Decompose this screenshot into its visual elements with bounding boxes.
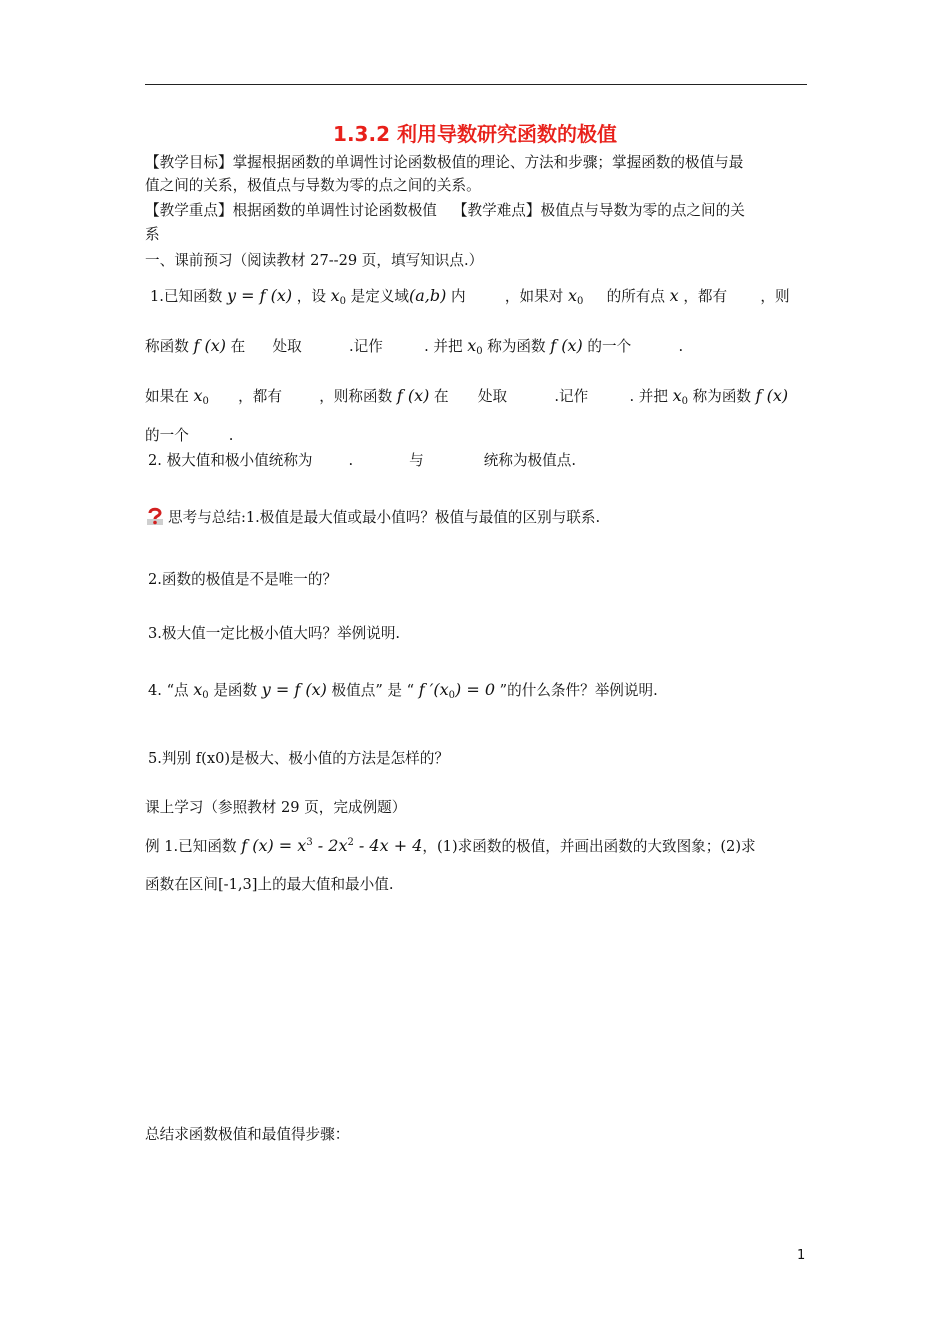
think-question-3: 3.极大值一定比极小值大吗？举例说明. [148, 625, 401, 642]
think-summary-1: 思考与总结:1.极值是最大值或最小值吗？极值与最值的区别与联系. [146, 506, 600, 529]
question-mark-icon [146, 506, 164, 526]
think-question-2: 2.函数的极值是不是唯一的？ [148, 571, 338, 588]
knowledge-point-1-line-1: 1.已知函数 y = f (x) ，设 $x_0$ 是定义域(a,b) 内 ，如果对 $x_0$ 的所有点 x ，都有 ，则 [150, 286, 790, 307]
key-difficulty-line-2: 系 [145, 226, 160, 243]
header-rule [145, 84, 807, 85]
think-question-5: 5.判别 f(x0)是极大、极小值的方法是怎样的？ [148, 750, 449, 767]
page-title: 1.3.2 利用导数研究函数的极值 [333, 122, 617, 146]
classroom-heading: 课上学习（参照教材 29 页，完成例题） [145, 799, 407, 816]
teaching-goal-line-1: 【教学目标】掌握根据函数的单调性讨论函数极值的理论、方法和步骤；掌握函数的极值与最 [145, 154, 744, 171]
knowledge-point-2: 2. 极大值和极小值统称为 . 与 统称为极值点. [148, 452, 576, 469]
summary-steps: 总结求函数极值和最值得步骤： [145, 1126, 350, 1143]
knowledge-point-1-line-3: 如果在 $x_0$ ，都有 ，则称函数 f (x) 在 处取 .记作 . 并把 $x_0$ 称为函数 f (x) [145, 386, 789, 407]
teaching-goal-line-2: 值之间的关系，极值点与导数为零的点之间的关系。 [145, 177, 481, 194]
knowledge-point-1-line-4: 的一个 . [145, 427, 234, 444]
think-question-4: 4. “点 $x_0$ 是函数 y = f (x) 极值点” 是 “ f $'(x_0) = 0$ ”的什么条件？举例说明. [148, 680, 658, 701]
example-1-line-1: 例 1.已知函数 f $(x) = x^3 - 2x^2 - 4x + 4$，(1)求函数的极值，并画出函数的大致图象；(2)求 [145, 836, 756, 855]
example-1-line-2: 函数在区间[-1,3]上的最大值和最小值. [145, 876, 394, 893]
page-number: 1 [797, 1248, 806, 1263]
preview-heading: 一、课前预习（阅读教材 27--29 页，填写知识点.） [145, 252, 484, 269]
knowledge-point-1-line-2: 称函数 f (x) 在 处取 .记作 . 并把 $x_0$ 称为函数 f (x) 的一个 . [145, 336, 684, 357]
key-difficulty-line-1: 【教学重点】根据函数的单调性讨论函数极值 【教学难点】极值点与导数为零的点之间的关 [145, 202, 745, 219]
